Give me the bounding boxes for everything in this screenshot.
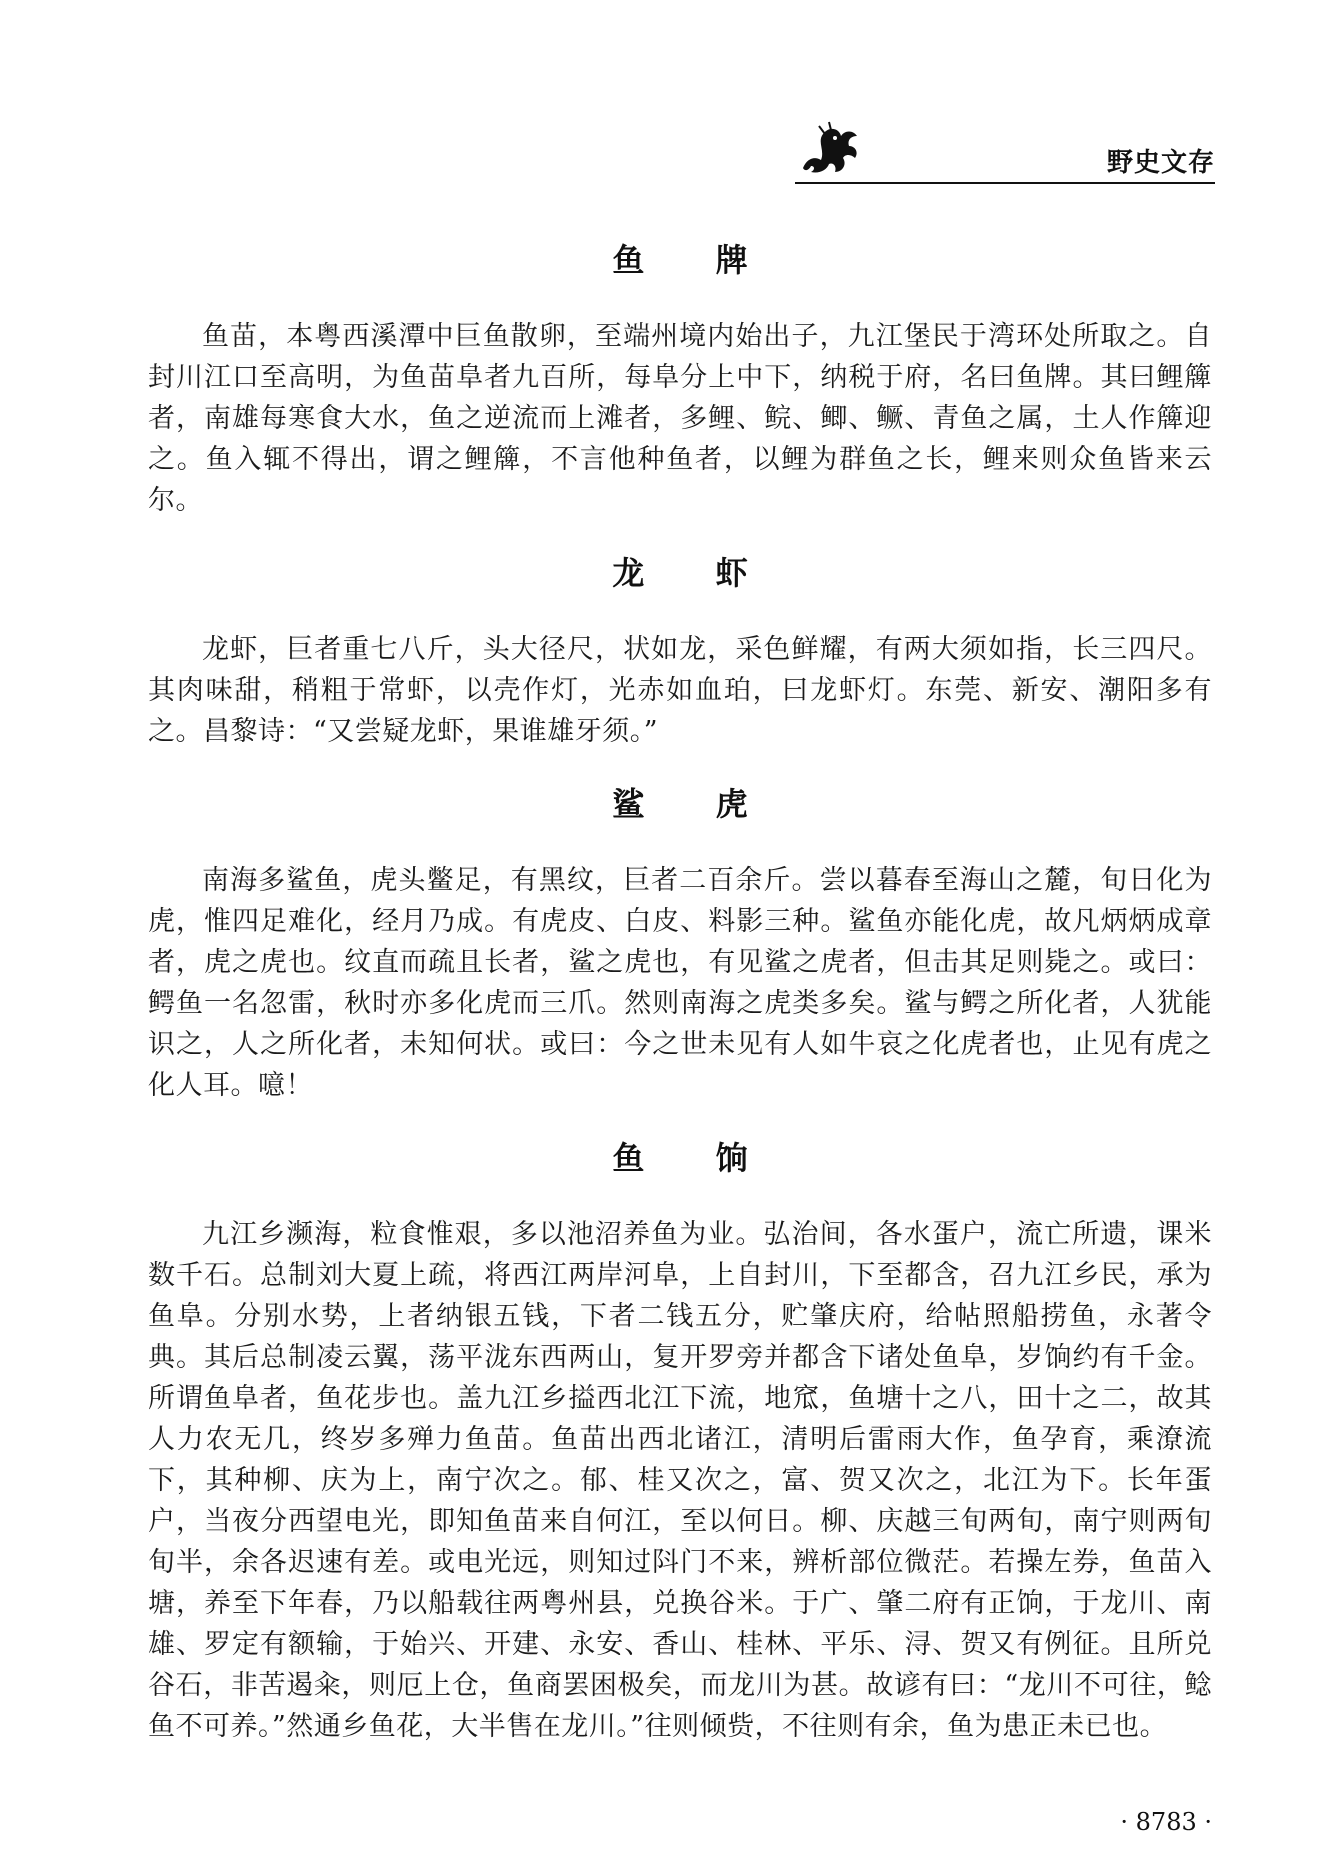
section-title: 龙 虾	[612, 554, 778, 592]
section-lobster	[148, 553, 1212, 752]
section-paragraph: 鱼苗，本粤西溪潭中巨鱼散卵，至端州境内始出子，九江堡民于湾环处所取之。自封川江口至高明，为鱼苗阜者九百所，每阜分上中下，纳税于府，名曰鱼牌。其曰鲤簰者，南雄每寒食大水，鱼之逆流而上滩者，多鲤、鲩、鲫、鳜、青鱼之属，土人作簰迎之。鱼入辄不得出，谓之鲤簰，不言他种鱼者，以鲤为群鱼之长，鲤来则众鱼皆来云尔。	[148, 321, 1212, 516]
header-divider	[795, 182, 1215, 184]
section-title: 鱼 饷	[612, 1139, 778, 1177]
section-title: 鲨 虎	[612, 785, 778, 823]
section-paragraph: 九江乡濒海，粒食惟艰，多以池沼养鱼为业。弘治间，各水蛋户，流亡所遗，课米数千石。总制刘大夏上疏，将西江两岸河阜，上自封川，下至都含，召九江乡民，承为鱼阜。分别水势，上者纳银五钱，下者二钱五分，贮肇庆府，给帖照船捞鱼，永著令典。其后总制凌云翼，荡平泷东西两山，复开罗旁并都含下诸处鱼阜，岁饷约有千金。所谓鱼阜者，鱼花步也。盖九江乡搤西北江下流，地窊，鱼塘十之八，田十之二，故其人力农无几，终岁多殚力鱼苗。鱼苗出西北诸江，清明后雷雨大作，鱼孕育，乘潦流下，其种柳、庆为上，南宁次之。郁、桂又次之，富、贺又次之，北江为下。长年蛋户，当夜分西望电光，即知鱼苗来自何江，至以何日。柳、庆越三旬两旬，南宁则两旬旬半，余各迟速有差。或电光远，则知过阧门不来，辨析部位微茫。若操左券，鱼苗入塘，养至下年春，乃以船载往两粤州县，兑换谷米。于广、肇二府有正饷，于龙川、南雄、罗定有额输，于始兴、开建、永安、香山、桂林、平乐、浔、贺又有例征。且所兑谷石，非苦遏籴，则厄上仓，鱼商罢困极矣，而龙川为甚。故谚有曰：“龙川不可往，鲶鱼不可养。”然通乡鱼花，大半售在龙川。”往则倾赀，不往则有余，鱼为患正未已也。	[148, 1219, 1212, 1742]
page-number: · 8783 ·	[1120, 1808, 1212, 1836]
running-title: 野史文存	[1106, 148, 1215, 178]
running-header	[795, 120, 1215, 184]
article-body	[148, 240, 1212, 1779]
section-fish-tablet	[148, 240, 1212, 521]
section-title: 鱼 牌	[612, 241, 778, 279]
section-paragraph: 南海多鲨鱼，虎头鳖足，有黑纹，巨者二百余斤。尝以暮春至海山之麓，旬日化为虎，惟四足难化，经月乃成。有虎皮、白皮、料影三种。鲨鱼亦能化虎，故凡炳炳成章者，虎之虎也。纹直而疏且长者，鲨之虎也，有见鲨之虎者，但击其足则毙之。或曰：鳄鱼一名忽雷，秋时亦多化虎而三爪。然则南海之虎类多矣。鲨与鳄之所化者，人犹能识之，人之所化者，未知何状。或曰：今之世未见有人如牛哀之化虎者也，止见有虎之化人耳。噫！	[148, 865, 1212, 1101]
dragon-icon	[795, 120, 865, 180]
section-paragraph: 龙虾，巨者重七八斤，头大径尺，状如龙，采色鲜耀，有两大须如指，长三四尺。其肉味甜，稍粗于常虾，以壳作灯，光赤如血珀，曰龙虾灯。东莞、新安、潮阳多有之。昌黎诗：“又尝疑龙虾，果谁雄牙须。”	[148, 634, 1212, 747]
section-fish-tax	[148, 1138, 1212, 1747]
section-shark-tiger	[148, 784, 1212, 1106]
